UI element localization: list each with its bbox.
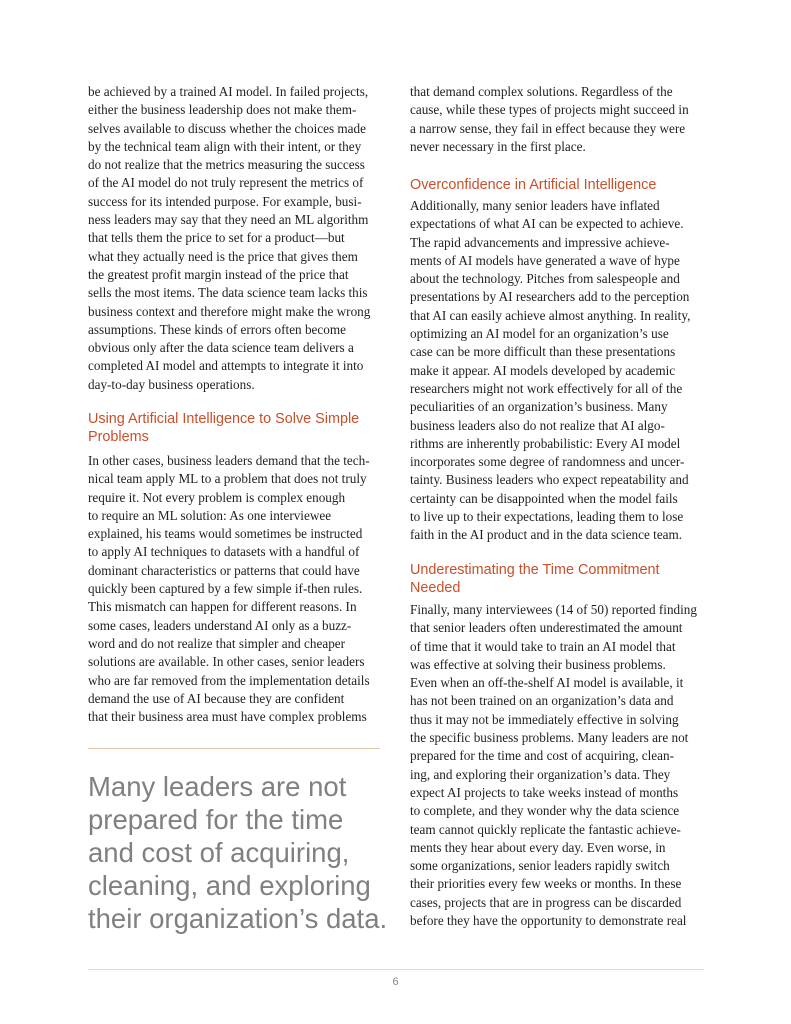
text-line: researchers might not work effectively for all of the	[410, 380, 683, 396]
text-line: Additionally, many senior leaders have inflated	[410, 198, 660, 213]
text-line: do not realize that the metrics measuring the success	[88, 157, 365, 173]
text-line: tainty. Business leaders who expect repeatability and	[410, 472, 689, 488]
text-line: some cases, leaders understand AI only as a buzz-	[88, 617, 352, 633]
text-line: of the AI model do not truly represent the metrics of	[88, 175, 364, 191]
text-line: their priorities every few weeks or months. In these	[410, 876, 682, 892]
text-line: thus it may not be immediately effective in solving	[410, 711, 679, 727]
text-line: day-to-day business operations.	[88, 376, 255, 392]
text-line: optimizing an AI model for an organization’s use	[410, 326, 669, 342]
text-line: never necessary in the first place.	[410, 138, 586, 154]
text-line: that senior leaders often underestimated the amount	[410, 620, 683, 636]
text-line: by the technical team align with their intent, or they	[88, 138, 362, 154]
text-line: prepared for the time and cost of acquiring, clean-	[410, 748, 675, 764]
text-line: Finally, many interviewees (14 of 50) reported finding	[410, 602, 697, 617]
text-line: Even when an off-the-shelf AI model is available, it	[410, 675, 684, 691]
body-paragraph	[88, 452, 386, 726]
text-line: that their business area must have complex problems	[88, 709, 367, 725]
text-line: In other cases, business leaders demand that the tech-	[88, 453, 370, 468]
body-paragraph	[410, 601, 708, 930]
pull-quote-line: cleaning, and exploring	[88, 870, 371, 901]
pull-quote-divider	[88, 748, 380, 749]
text-line: incorporates some degree of randomness and uncer-	[410, 454, 685, 470]
pull-quote-line: their organization’s data.	[88, 903, 388, 934]
text-line: completed AI model and attempts to integrate it into	[88, 358, 364, 374]
text-line: make it appear. AI models developed by academic	[410, 362, 676, 378]
text-line: assumptions. These kinds of errors often become	[88, 321, 346, 337]
text-line: business leaders also do not realize that AI algo-	[410, 417, 665, 433]
text-line: ments they hear about every day. Even worse, in	[410, 839, 666, 855]
text-line: about the technology. Pitches from salespeople and	[410, 271, 680, 287]
text-line: the greatest profit margin instead of the price that	[88, 266, 349, 282]
body-paragraph	[410, 83, 708, 156]
heading-line: Needed	[410, 580, 461, 596]
text-line: require it. Not every problem is complex enough	[88, 489, 346, 505]
text-line: either the business leadership does not make them-	[88, 102, 357, 118]
text-line: word and do not realize that simpler and cheaper	[88, 635, 346, 651]
section-heading-time-commitment	[410, 561, 710, 597]
text-line: cause, while these types of projects might succeed in	[410, 102, 689, 118]
text-line: rithms are inherently probabilistic: Every AI model	[410, 435, 681, 451]
text-line: selves available to discuss whether the choices made	[88, 120, 366, 136]
pull-quote-line: Many leaders are not	[88, 771, 347, 802]
text-line: some organizations, senior leaders rapidly switch	[410, 858, 670, 874]
section-heading-simple-problems	[88, 410, 388, 446]
text-line: demand the use of AI because they are confident	[88, 690, 345, 706]
left-paragraph-1	[88, 83, 386, 394]
right-paragraph-2	[410, 197, 708, 545]
text-line: that demand complex solutions. Regardless of the	[410, 84, 673, 99]
text-line: sells the most items. The data science team lacks this	[88, 285, 368, 301]
text-line: has not been trained on an organization’s data and	[410, 693, 674, 709]
text-line: that tells them the price to set for a product—but	[88, 230, 345, 246]
text-line: quickly been captured by a few simple if-then rules.	[88, 581, 363, 597]
text-line: to complete, and they wonder why the data science	[410, 803, 680, 819]
text-line: ing, and exploring their organization’s data. They	[410, 766, 671, 782]
text-line: that AI can easily achieve almost anything. In reality,	[410, 307, 691, 323]
footer-divider	[88, 969, 704, 970]
body-paragraph	[88, 83, 386, 394]
text-line: solutions are available. In other cases, senior leaders	[88, 654, 365, 670]
text-line: This mismatch can happen for different reasons. In	[88, 599, 357, 615]
left-paragraph-2	[88, 452, 386, 726]
text-line: be achieved by a trained AI model. In failed projects,	[88, 84, 369, 99]
text-line: presentations by AI researchers add to the perception	[410, 289, 690, 305]
text-line: dominant characteristics or patterns that could have	[88, 562, 360, 578]
text-line: team cannot quickly replicate the fantastic achieve-	[410, 821, 681, 837]
text-line: of time that it would take to train an AI model that	[410, 638, 676, 654]
text-line: was effective at solving their business problems.	[410, 656, 666, 672]
text-line: obvious only after the data science team delivers a	[88, 340, 354, 356]
text-line: faith in the AI product and in the data science team.	[410, 527, 683, 543]
text-line: to live up to their expectations, leading them to lose	[410, 509, 684, 525]
text-line: business context and therefore might make the wrong	[88, 303, 371, 319]
text-line: ness leaders may say that they need an ML algorithm	[88, 212, 369, 228]
heading-line: Using Artificial Intelligence to Solve Simple	[88, 411, 360, 427]
text-line: before they have the opportunity to demonstrate real	[410, 913, 687, 929]
text-line: ments of AI models have generated a wave of hype	[410, 252, 680, 268]
text-line: The rapid advancements and impressive achieve-	[410, 234, 670, 250]
text-line: who are far removed from the implementation details	[88, 672, 370, 688]
text-line: nical team apply ML to a problem that does not truly	[88, 471, 367, 487]
text-line: peculiarities of an organization’s business. Many	[410, 399, 668, 415]
text-line: case can be more difficult than these presentations	[410, 344, 676, 360]
text-line: to require an ML solution: As one interviewee	[88, 507, 332, 523]
heading-line: Underestimating the Time Commitment	[410, 562, 660, 578]
right-paragraph-3	[410, 601, 708, 930]
text-line: cases, projects that are in progress can be discarded	[410, 894, 682, 910]
right-paragraph-1	[410, 83, 708, 156]
text-line: the specific business problems. Many leaders are not	[410, 730, 689, 746]
text-line: certainty can be disappointed when the model fails	[410, 490, 678, 506]
text-line: explained, his teams would sometimes be instructed	[88, 526, 363, 542]
text-line: to apply AI techniques to datasets with a handful of	[88, 544, 360, 560]
pull-quote	[88, 770, 388, 935]
pull-quote-line: and cost of acquiring,	[88, 837, 350, 868]
text-line: expectations of what AI can be expected to achieve.	[410, 216, 684, 232]
heading-line: Problems	[88, 429, 149, 445]
text-line: a narrow sense, they fail in effect because they were	[410, 120, 686, 136]
page-number: 6	[392, 976, 399, 988]
text-line: success for its intended purpose. For example, busi-	[88, 193, 362, 209]
body-paragraph	[410, 197, 708, 545]
text-line: what they actually need is the price that gives them	[88, 248, 358, 264]
section-heading-overconfidence: Overconfidence in Artificial Intelligence	[410, 177, 657, 193]
text-line: expect AI projects to take weeks instead of months	[410, 784, 679, 800]
pull-quote-line: prepared for the time	[88, 804, 344, 835]
